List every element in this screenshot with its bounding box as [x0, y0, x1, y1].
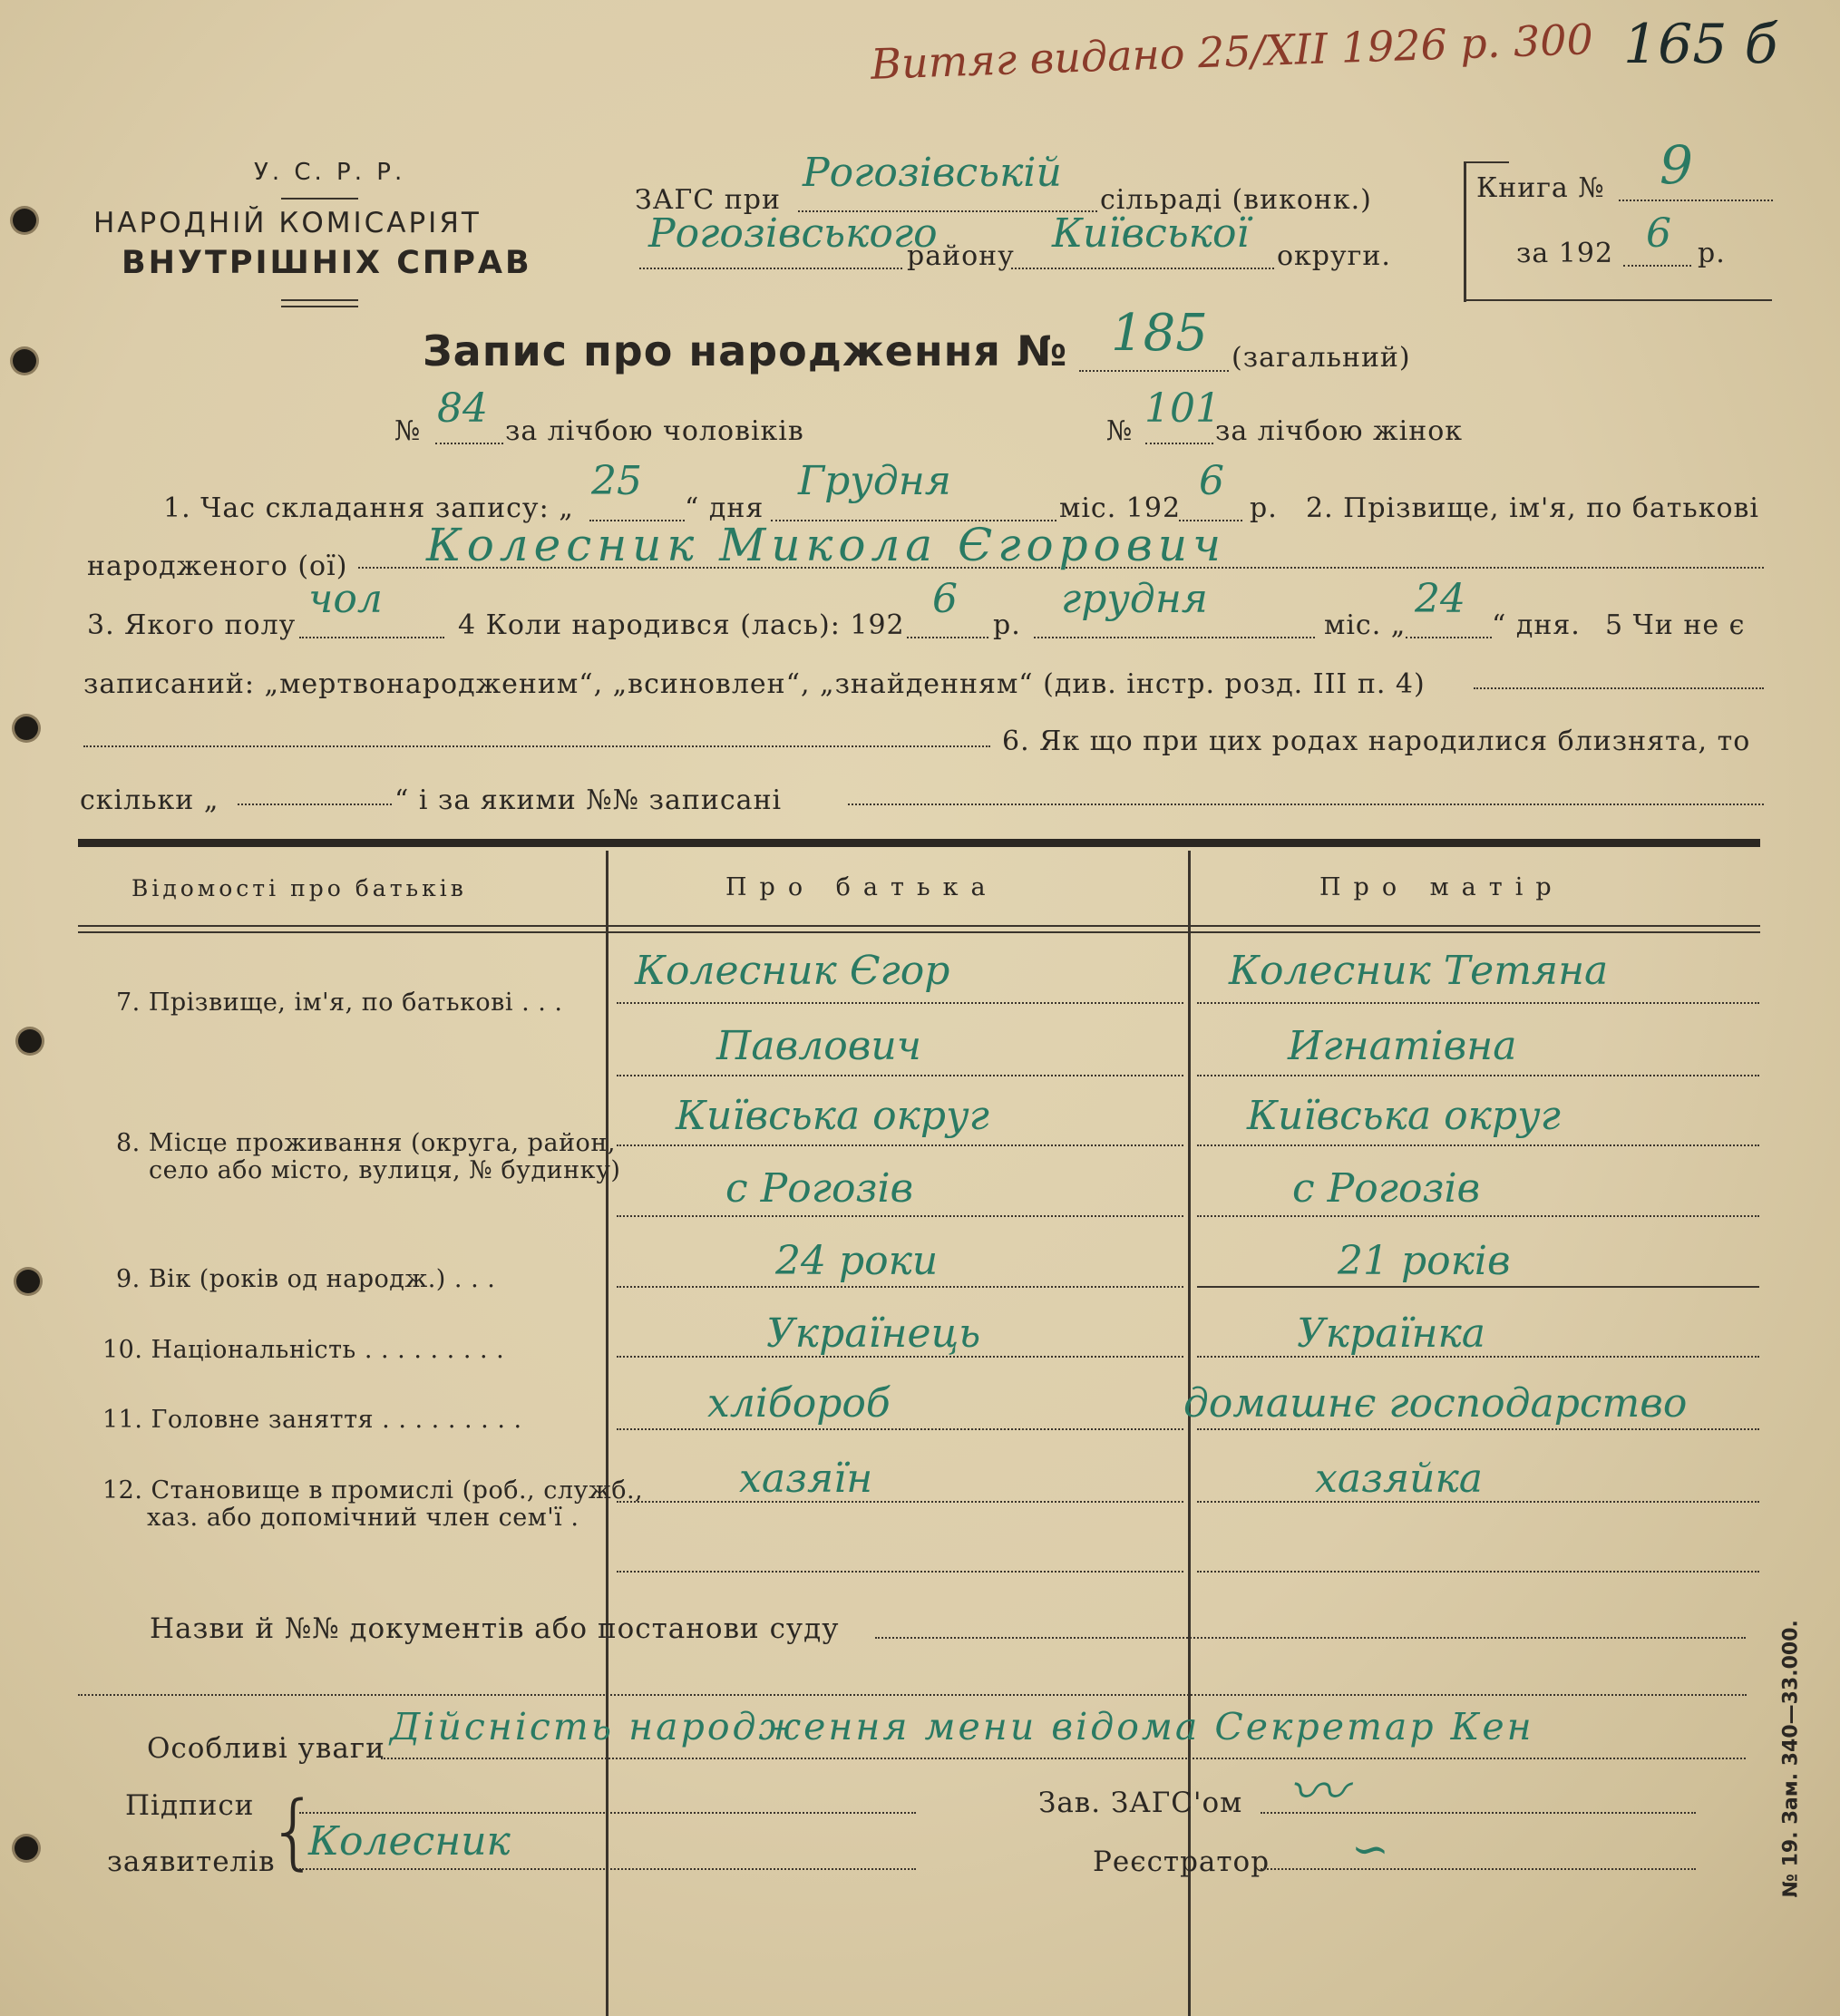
row10-father: Українець — [766, 1310, 981, 1357]
male-count-number: 84 — [437, 385, 488, 432]
applicant-sig-line1 — [299, 1812, 916, 1814]
row7-label: 7. Прізвище, ім'я, по батькові . . . — [116, 989, 563, 1017]
binder-hole — [13, 209, 36, 232]
f5-answer-line — [1474, 687, 1764, 689]
female-no-line — [1145, 443, 1213, 444]
row-line — [617, 1356, 1183, 1358]
row-line — [1197, 1286, 1759, 1288]
row8-mother-line1: Київська округ — [1247, 1093, 1561, 1139]
f6-line2a: скільки „ — [80, 784, 219, 816]
documents-label: Назви й №№ документів або постанови суду — [150, 1612, 840, 1645]
row12-father: хазяїн — [739, 1456, 873, 1502]
row10-label: 10. Національність . . . . . . . . . — [102, 1336, 505, 1364]
row9-label: 9. Вік (років од народж.) . . . — [116, 1265, 496, 1293]
f2-label-line2: народженого (ої) — [87, 550, 348, 582]
row-line — [1197, 1571, 1759, 1573]
f3-sex: чол — [308, 576, 383, 622]
row12-label: 12. Становище в промислі (роб., служб., — [102, 1476, 644, 1505]
f3-label: 3. Якого полу — [87, 609, 297, 641]
book-year: 6 — [1646, 210, 1671, 257]
registrar-signature: ∽ — [1351, 1823, 1389, 1875]
col-header-mother: Про матір — [1319, 873, 1564, 901]
f5-line2: записаний: „мертвонародженим“, „всиновлен“, „знайденням“ (див. інстр. розд. III п. 4) — [83, 668, 1426, 700]
book-box-top — [1464, 161, 1509, 163]
col-header-father: Про батька — [725, 873, 998, 901]
table-col-divider — [606, 851, 608, 2016]
f1-r: р. — [1250, 492, 1278, 524]
table-col-divider — [1188, 851, 1191, 2016]
row7-mother-line1: Колесник Тетяна — [1229, 948, 1609, 994]
f6-count-line — [238, 803, 392, 805]
book-year-label: за 192 — [1516, 238, 1614, 269]
row-line — [617, 1075, 1183, 1076]
row-line — [617, 1002, 1183, 1004]
row11-mother: домашнє господарство — [1183, 1380, 1688, 1427]
f4-year-line — [907, 637, 988, 638]
commissariat-line1: НАРОДНІЙ КОМІСАРІЯТ — [93, 207, 482, 239]
row-line — [617, 1215, 1183, 1217]
record-title: Запис про народження № — [423, 326, 1068, 375]
f4-year: 6 — [932, 576, 958, 622]
row10-mother: Українка — [1297, 1310, 1486, 1357]
f6-numbers-line — [848, 803, 1764, 805]
f1-month: Грудня — [798, 458, 951, 504]
archive-number: 165 б — [1623, 13, 1778, 76]
special-notes-label: Особливі уваги — [147, 1732, 385, 1765]
book-number: 9 — [1660, 134, 1693, 196]
col-header-parents: Відомості про батьків — [131, 875, 467, 901]
silradi-label: сільраді (виконк.) — [1100, 184, 1372, 216]
f2-child-name: Колесник Микола Єгорович — [426, 519, 1227, 571]
book-label: Книга № — [1476, 172, 1605, 204]
zags-head-signature: 〰 — [1288, 1759, 1346, 1826]
row11-label: 11. Головне заняття . . . . . . . . . — [102, 1406, 522, 1434]
row-line — [1197, 1002, 1759, 1004]
row-line — [1197, 1215, 1759, 1217]
row-line — [617, 1571, 1183, 1573]
f6-line2b: “ і за якими №№ записані — [394, 784, 783, 816]
registrar-line — [1261, 1868, 1696, 1870]
f4-r: р. — [993, 609, 1021, 641]
book-box-bottom — [1464, 299, 1772, 301]
zags-village-council: Рогозівській — [803, 150, 1062, 196]
f1-day: 25 — [591, 458, 642, 504]
row-line — [1197, 1356, 1759, 1358]
documents-line — [875, 1637, 1746, 1639]
binder-hole — [15, 716, 38, 740]
special-notes-line — [381, 1758, 1746, 1759]
binder-hole — [18, 1029, 42, 1053]
binder-hole — [16, 1270, 40, 1293]
f1-year: 6 — [1199, 458, 1224, 504]
signatures-label-line1: Підписи — [125, 1789, 255, 1822]
zags-head-label: Зав. ЗАГС'ом — [1038, 1787, 1243, 1819]
header-double-rule — [281, 306, 358, 307]
book-year-line — [1623, 265, 1691, 267]
top-issuance-note: Витяг видано 25/XII 1926 р. 300 — [870, 15, 1594, 89]
documents-line2 — [78, 1694, 1747, 1696]
row9-father: 24 роки — [775, 1238, 939, 1284]
book-no-line — [1619, 200, 1773, 201]
male-no-sign: № — [394, 415, 422, 447]
row8-mother-line2: с Рогозів — [1292, 1165, 1481, 1212]
row11-father: хлібороб — [707, 1380, 891, 1427]
row7-mother-line2: Игнатівна — [1288, 1023, 1517, 1069]
male-no-line — [435, 443, 503, 444]
special-notes-value: Дійсність народження мени відома Секретар Кен — [390, 1705, 1534, 1748]
signatures-brace: { — [268, 1784, 320, 1879]
f1-dnya: “ дня — [685, 492, 764, 524]
side-print-mark: № 19. Зам. 340—33.000. — [1779, 1620, 1803, 1898]
header-double-rule — [281, 299, 358, 301]
table-top-rule — [78, 839, 1760, 847]
male-count-label: за лічбою чоловіків — [505, 415, 804, 447]
row-line — [617, 1428, 1183, 1430]
row-line — [1197, 1144, 1759, 1146]
book-year-r: р. — [1698, 238, 1726, 269]
row9-mother: 21 років — [1338, 1238, 1511, 1284]
record-number-line — [1079, 370, 1229, 372]
row7-father-line1: Колесник Єгор — [635, 948, 950, 994]
row-line — [617, 1501, 1183, 1503]
header-rule — [281, 198, 358, 200]
row12-label-line2: хаз. або допомічний член сем'ї . — [147, 1504, 579, 1532]
row8-father-line1: Київська округ — [676, 1093, 989, 1139]
row-line — [1197, 1501, 1759, 1503]
f4-dnya: “ дня. — [1492, 609, 1581, 641]
f4-mis: міс. „ — [1324, 609, 1407, 641]
commissariat-line2: ВНУТРІШНІХ СПРАВ — [122, 245, 532, 281]
f2-label: 2. Прізвище, ім'я, по батькові — [1306, 492, 1760, 524]
raion-value: Рогозівського — [648, 210, 938, 257]
row-line — [1197, 1428, 1759, 1430]
f3-line — [299, 637, 444, 638]
raion-line — [639, 268, 902, 269]
row12-mother: хазяйка — [1315, 1456, 1484, 1502]
female-no-sign: № — [1106, 415, 1134, 447]
f1-mis: міс. 192 — [1059, 492, 1182, 524]
record-number-suffix: (загальний) — [1232, 342, 1411, 374]
f4-label: 4 Коли народився (лась): 192 — [458, 609, 905, 641]
f5-answer-line2 — [83, 745, 990, 747]
row-line — [617, 1144, 1183, 1146]
binder-hole — [15, 1836, 38, 1860]
f5-label: 5 Чи не є — [1605, 609, 1746, 641]
signatures-label-line2: заявителів — [107, 1846, 276, 1878]
row-line — [617, 1286, 1183, 1288]
row8-father-line2: с Рогозів — [725, 1165, 914, 1212]
record-number: 185 — [1111, 304, 1208, 363]
okruha-value: Київської — [1052, 210, 1250, 257]
book-box-left — [1464, 161, 1466, 302]
row8-label: 8. Місце проживання (округа, район, — [116, 1129, 616, 1157]
row8-label-line2: село або місто, вулиця, № будинку) — [149, 1156, 621, 1184]
f4-month: грудня — [1061, 576, 1208, 622]
female-count-label: за лічбою жінок — [1215, 415, 1464, 447]
applicant-sig-line2 — [299, 1868, 916, 1870]
f6-label: 6. Як що при цих родах народилися близнята, то — [1002, 726, 1751, 757]
row7-father-line2: Павлович — [716, 1023, 922, 1069]
f4-day: 24 — [1415, 576, 1465, 622]
binder-hole — [13, 349, 36, 373]
registrar-label: Реєстратор — [1093, 1846, 1270, 1878]
raion-label: району — [907, 240, 1015, 272]
okruha-label: округи. — [1277, 240, 1391, 272]
ussr-label: У. С. Р. Р. — [254, 159, 406, 186]
applicant-signature: Колесник — [308, 1818, 511, 1865]
table-header-rule — [78, 925, 1760, 927]
f4-month-line — [1034, 637, 1315, 638]
okruha-line — [1011, 268, 1274, 269]
female-count-number: 101 — [1144, 385, 1221, 432]
zags-prefix: ЗАГС при — [635, 184, 781, 216]
row-line — [1197, 1075, 1759, 1076]
f1-label: 1. Час складання запису: „ — [163, 492, 574, 524]
table-header-rule — [78, 931, 1760, 933]
f4-day-line — [1406, 637, 1492, 638]
